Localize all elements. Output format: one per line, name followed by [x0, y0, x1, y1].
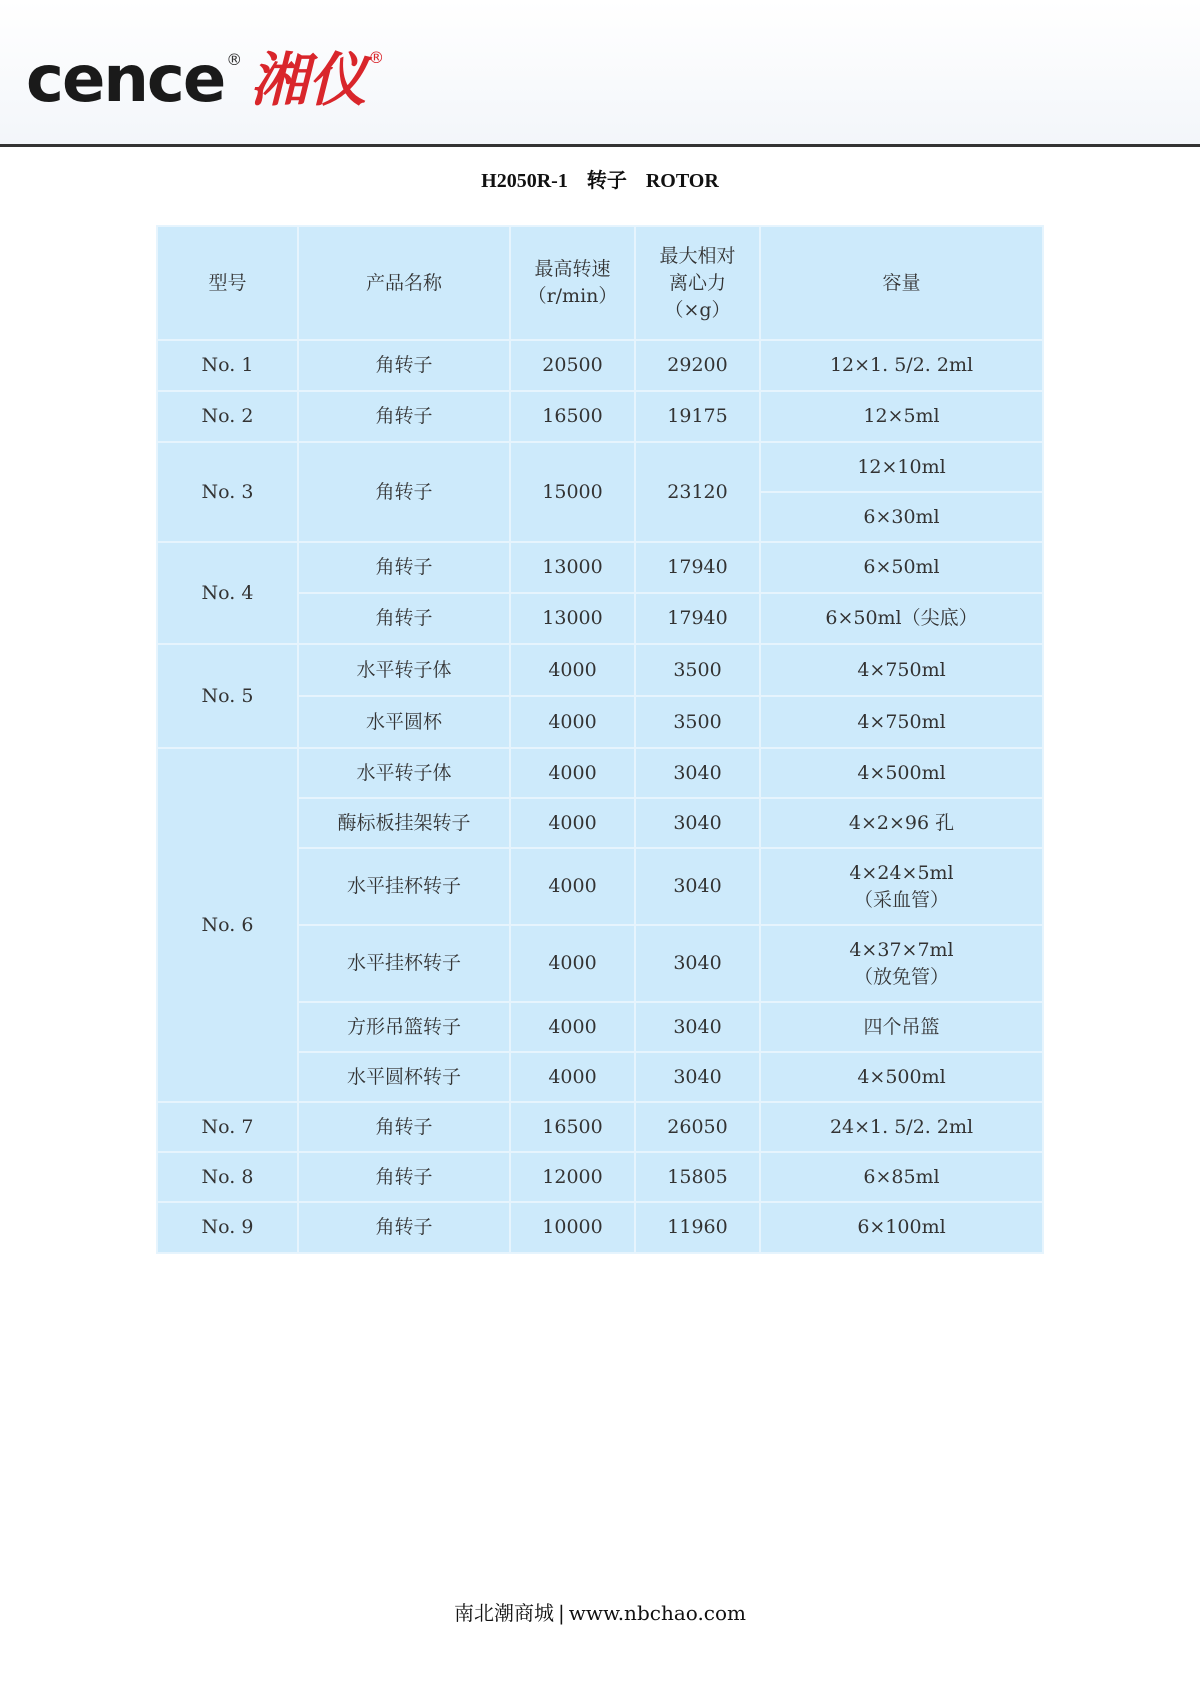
cell-name: 水平挂杯转子: [298, 925, 510, 1002]
cell-capacity: 4×2×96 孔: [760, 798, 1043, 848]
capacity-note: （放免管）: [853, 965, 949, 988]
header-max-speed: [510, 226, 635, 340]
cell-name: 角转子: [298, 593, 510, 644]
cell-capacity: 12×1. 5/2. 2ml: [760, 340, 1043, 391]
cell-rcf: 3040: [635, 925, 760, 1002]
cell-name: 酶标板挂架转子: [298, 798, 510, 848]
page-footer: [0, 1597, 1200, 1626]
table-row: [157, 1152, 1043, 1202]
cell-rcf: 3040: [635, 1002, 760, 1052]
cell-name: 水平转子体: [298, 644, 510, 696]
header-capacity: 容量: [760, 226, 1043, 340]
cell-capacity: 4×750ml: [760, 696, 1043, 748]
cell-rcf: 3040: [635, 748, 760, 798]
cell-speed: 13000: [510, 593, 635, 644]
cell-name: 角转子: [298, 1102, 510, 1152]
cell-speed: 4000: [510, 1052, 635, 1102]
cell-rcf: 3500: [635, 696, 760, 748]
table-row: [157, 748, 1043, 798]
table-row: [157, 442, 1043, 492]
cell-capacity: 6×100ml: [760, 1202, 1043, 1253]
cell-capacity: 6×50ml: [760, 542, 1043, 593]
table-row: [157, 1202, 1043, 1253]
cell-rcf: 17940: [635, 593, 760, 644]
cell-rcf: 17940: [635, 542, 760, 593]
cell-speed: 4000: [510, 1002, 635, 1052]
cell-name: 水平圆杯转子: [298, 1052, 510, 1102]
cell-rcf: 26050: [635, 1102, 760, 1152]
cell-capacity: 12×10ml: [760, 442, 1043, 492]
cell-rcf: 3040: [635, 1052, 760, 1102]
cell-speed: 4000: [510, 798, 635, 848]
cell-capacity: 6×30ml: [760, 492, 1043, 542]
cell-model: No. 2: [157, 391, 298, 442]
table-row: [157, 340, 1043, 391]
cell-capacity: 四个吊篮: [760, 1002, 1043, 1052]
cell-rcf: 23120: [635, 442, 760, 542]
cell-speed: 13000: [510, 542, 635, 593]
header-max-rcf-line1: 最大相对: [659, 244, 736, 267]
header-max-rcf: [635, 226, 760, 340]
cell-rcf: 19175: [635, 391, 760, 442]
cell-rcf: 15805: [635, 1152, 760, 1202]
cell-model: No. 1: [157, 340, 298, 391]
cell-rcf: 29200: [635, 340, 760, 391]
rotor-spec-table: [156, 225, 1044, 1254]
table-header-row: [157, 226, 1043, 340]
cell-name: 水平圆杯: [298, 696, 510, 748]
cell-capacity: 12×5ml: [760, 391, 1043, 442]
cell-name: 角转子: [298, 391, 510, 442]
cell-speed: 4000: [510, 925, 635, 1002]
cell-capacity: [760, 848, 1043, 925]
cell-model: No. 5: [157, 644, 298, 748]
capacity-note: （采血管）: [853, 888, 949, 911]
cell-capacity: 24×1. 5/2. 2ml: [760, 1102, 1043, 1152]
cell-name: 角转子: [298, 1202, 510, 1253]
cell-rcf: 11960: [635, 1202, 760, 1253]
cell-name: 角转子: [298, 542, 510, 593]
header-product-name: 产品名称: [298, 226, 510, 340]
cell-speed: 12000: [510, 1152, 635, 1202]
cell-rcf: 3500: [635, 644, 760, 696]
cell-speed: 4000: [510, 848, 635, 925]
header-max-speed-line1: 最高转速: [534, 258, 611, 280]
cell-model: No. 9: [157, 1202, 298, 1253]
cell-speed: 4000: [510, 644, 635, 696]
header-max-rcf-line2: 离心力: [668, 271, 726, 294]
footer-site-name: 南北潮商城: [453, 1601, 554, 1625]
cell-name: 方形吊篮转子: [298, 1002, 510, 1052]
footer-separator: |: [557, 1601, 565, 1625]
cell-speed: 15000: [510, 442, 635, 542]
cell-name: 水平挂杯转子: [298, 848, 510, 925]
cell-capacity: 6×50ml（尖底）: [760, 593, 1043, 644]
cell-model: No. 6: [157, 748, 298, 1102]
table-row: [157, 542, 1043, 593]
logo-chinese-text: 湘仪: [250, 46, 367, 114]
cell-name: 角转子: [298, 442, 510, 542]
cell-capacity: 4×750ml: [760, 644, 1043, 696]
document-title: H2050R-1 转子 ROTOR: [481, 170, 719, 192]
cell-capacity: 4×500ml: [760, 1052, 1043, 1102]
table-row: [157, 1102, 1043, 1152]
table-row: [157, 644, 1043, 696]
cell-speed: 4000: [510, 696, 635, 748]
capacity-value: 4×37×7ml: [849, 938, 954, 961]
cell-speed: 4000: [510, 748, 635, 798]
header-max-speed-line2: （r/min）: [527, 285, 618, 307]
cell-capacity: 4×500ml: [760, 748, 1043, 798]
cell-capacity: [760, 925, 1043, 1002]
table-row: [157, 391, 1043, 442]
header-model: 型号: [157, 226, 298, 340]
cell-speed: 16500: [510, 391, 635, 442]
cell-speed: 10000: [510, 1202, 635, 1253]
cell-name: 水平转子体: [298, 748, 510, 798]
cell-speed: 20500: [510, 340, 635, 391]
cell-model: No. 7: [157, 1102, 298, 1152]
cell-model: No. 8: [157, 1152, 298, 1202]
cell-rcf: 3040: [635, 798, 760, 848]
header-max-rcf-line3: （×g）: [664, 298, 731, 321]
registered-mark-2: ®: [368, 48, 385, 67]
cell-name: 角转子: [298, 340, 510, 391]
cell-speed: 16500: [510, 1102, 635, 1152]
capacity-value: 4×24×5ml: [849, 861, 954, 884]
brand-logo: [26, 40, 384, 120]
cell-rcf: 3040: [635, 848, 760, 925]
footer-url: www.nbchao.com: [568, 1601, 747, 1625]
cell-name: 角转子: [298, 1152, 510, 1202]
registered-mark: ®: [226, 50, 243, 69]
page-header: [0, 0, 1200, 147]
cell-model: No. 4: [157, 542, 298, 644]
logo-latin-text: cence: [26, 43, 225, 117]
cell-model: No. 3: [157, 442, 298, 542]
cell-capacity: 6×85ml: [760, 1152, 1043, 1202]
